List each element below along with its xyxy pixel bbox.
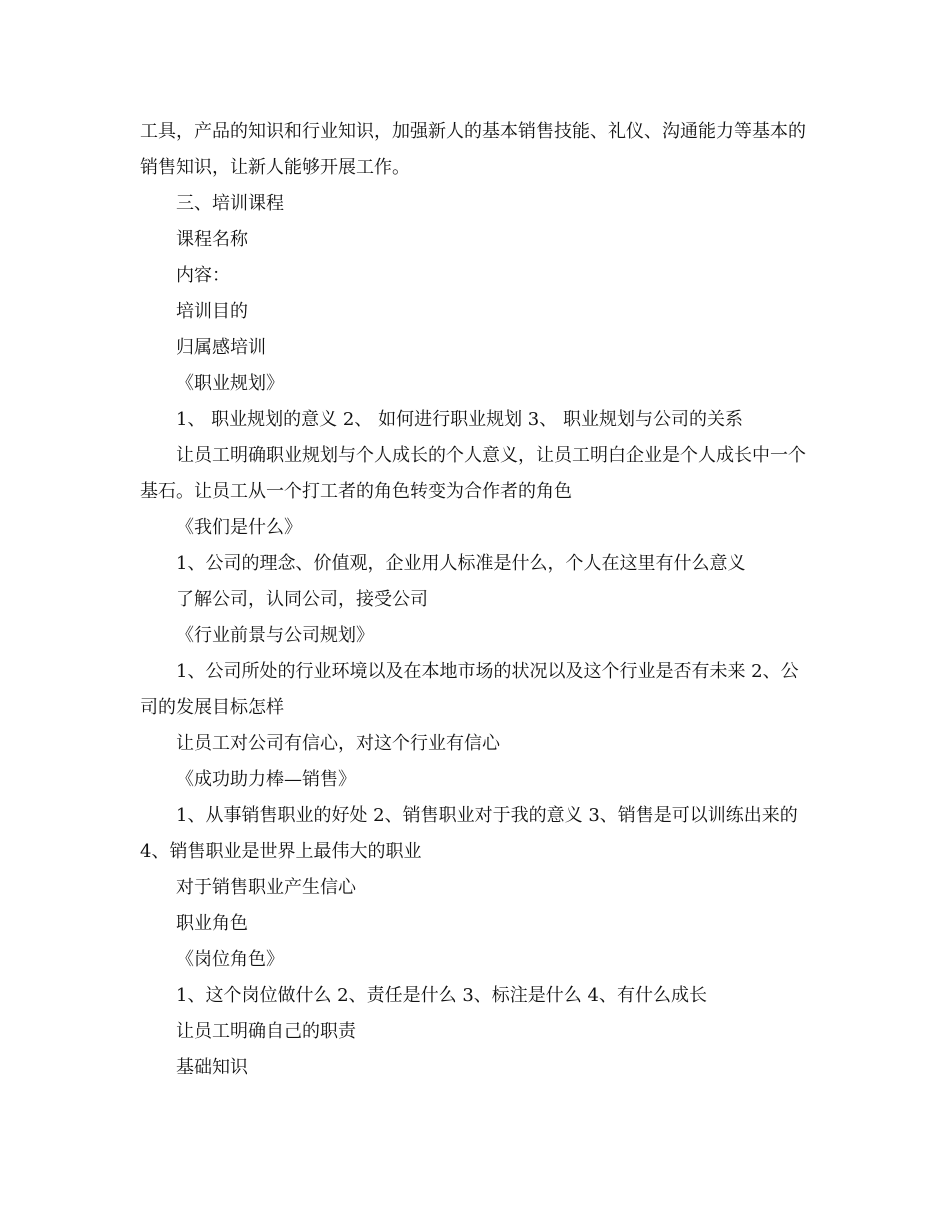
paragraph: 1、从事销售职业的好处 2、销售职业对于我的意义 3、销售是可以训练出来的 4、销售职业是世界上最伟大的职业 (140, 805, 798, 862)
paragraph: 1、公司所处的行业环境以及在本地市场的状况以及这个行业是否有未来 2、公司的发展目标怎样 (140, 661, 799, 718)
paragraph: 课程名称 (176, 229, 248, 250)
paragraph: 培训目的 (176, 301, 248, 322)
paragraph: 让员工对公司有信心，对这个行业有信心 (176, 733, 500, 754)
course-title: 《成功助力棒—销售》 (176, 769, 356, 790)
paragraph: 1、 职业规划的意义 2、 如何进行职业规划 3、 职业规划与公司的关系 (176, 409, 743, 430)
section-heading: 三、培训课程 (176, 193, 284, 214)
course-title: 《岗位角色》 (176, 949, 284, 970)
paragraph: 工具，产品的知识和行业知识，加强新人的基本销售技能、礼仪、沟通能力等基本的销售知识，让新人能够开展工作。 (140, 121, 806, 178)
paragraph: 归属感培训 (176, 337, 266, 358)
paragraph: 1、这个岗位做什么 2、责任是什么 3、标注是什么 4、有什么成长 (176, 985, 707, 1006)
paragraph: 了解公司，认同公司，接受公司 (176, 589, 428, 610)
document-body (140, 114, 812, 1086)
course-title: 《职业规划》 (176, 373, 284, 394)
paragraph: 让员工明确自己的职责 (176, 1021, 356, 1042)
paragraph: 职业角色 (176, 913, 248, 934)
paragraph: 1、公司的理念、价值观，企业用人标准是什么，个人在这里有什么意义 (176, 553, 746, 574)
paragraph: 让员工明确职业规划与个人成长的个人意义，让员工明白企业是个人成长中一个基石。让员工从一个打工者的角色转变为合作者的角色 (140, 445, 806, 502)
paragraph: 基础知识 (176, 1057, 248, 1078)
course-title: 《行业前景与公司规划》 (176, 625, 374, 646)
paragraph: 对于销售职业产生信心 (176, 877, 356, 898)
paragraph: 内容： (176, 265, 230, 286)
course-title: 《我们是什么》 (176, 517, 302, 538)
